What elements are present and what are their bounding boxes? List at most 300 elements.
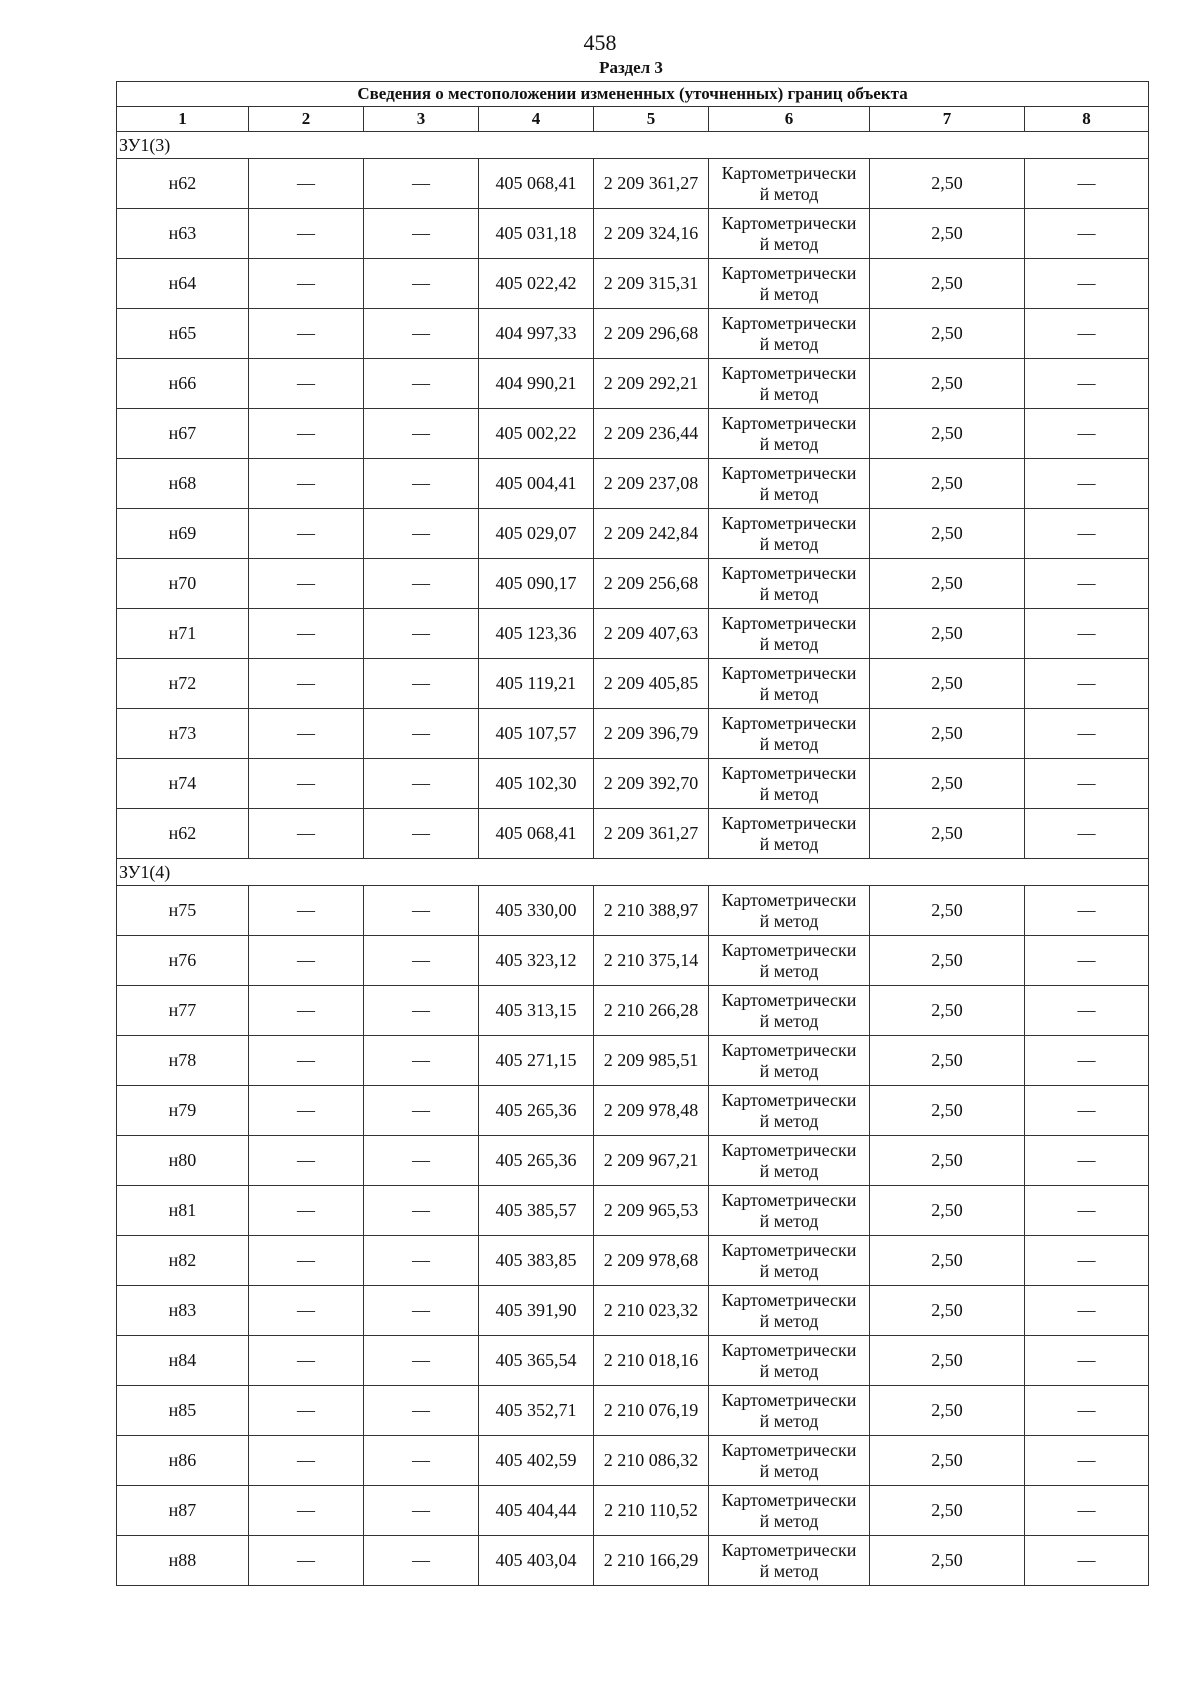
accuracy-value: 2,50 bbox=[870, 159, 1025, 209]
method-cell bbox=[709, 1336, 870, 1386]
accuracy-value: 2,50 bbox=[870, 1286, 1025, 1336]
column-number: 7 bbox=[870, 107, 1025, 132]
dash-cell: — bbox=[249, 1186, 364, 1236]
y-coordinate: 2 209 965,53 bbox=[594, 1186, 709, 1236]
dash-cell: — bbox=[1025, 359, 1149, 409]
method-line: Картометрически bbox=[721, 1189, 857, 1210]
dash-cell: — bbox=[1025, 259, 1149, 309]
dash-cell: — bbox=[364, 709, 479, 759]
method-cell bbox=[709, 259, 870, 309]
y-coordinate: 2 209 361,27 bbox=[594, 159, 709, 209]
dash-cell: — bbox=[364, 359, 479, 409]
x-coordinate: 404 990,21 bbox=[479, 359, 594, 409]
method-line: Картометрически bbox=[721, 512, 857, 533]
dash-cell: — bbox=[249, 809, 364, 859]
dash-cell: — bbox=[1025, 209, 1149, 259]
method-line: й метод bbox=[759, 1560, 819, 1581]
point-id: н75 bbox=[117, 886, 249, 936]
dash-cell: — bbox=[1025, 1036, 1149, 1086]
method-line: Картометрически bbox=[721, 312, 857, 333]
dash-cell: — bbox=[249, 709, 364, 759]
accuracy-value: 2,50 bbox=[870, 1186, 1025, 1236]
y-coordinate: 2 210 110,52 bbox=[594, 1486, 709, 1536]
point-id: н64 bbox=[117, 259, 249, 309]
point-id: н62 bbox=[117, 809, 249, 859]
point-id: н68 bbox=[117, 459, 249, 509]
method-line: Картометрически bbox=[721, 1339, 857, 1360]
y-coordinate: 2 209 405,85 bbox=[594, 659, 709, 709]
method-line: й метод bbox=[759, 583, 819, 604]
dash-cell: — bbox=[1025, 309, 1149, 359]
accuracy-value: 2,50 bbox=[870, 936, 1025, 986]
dash-cell: — bbox=[249, 359, 364, 409]
y-coordinate: 2 210 166,29 bbox=[594, 1536, 709, 1586]
dash-cell: — bbox=[249, 309, 364, 359]
dash-cell: — bbox=[249, 459, 364, 509]
method-line: й метод bbox=[759, 910, 819, 931]
x-coordinate: 405 403,04 bbox=[479, 1536, 594, 1586]
dash-cell: — bbox=[249, 1536, 364, 1586]
method-line: Картометрически bbox=[721, 1089, 857, 1110]
section-title: Раздел 3 bbox=[599, 58, 663, 77]
accuracy-value: 2,50 bbox=[870, 809, 1025, 859]
dash-cell: — bbox=[1025, 709, 1149, 759]
dash-cell: — bbox=[1025, 459, 1149, 509]
y-coordinate: 2 209 256,68 bbox=[594, 559, 709, 609]
method-line: й метод bbox=[759, 283, 819, 304]
table-row bbox=[117, 609, 1149, 659]
y-coordinate: 2 209 324,16 bbox=[594, 209, 709, 259]
dash-cell: — bbox=[249, 159, 364, 209]
point-id: н65 bbox=[117, 309, 249, 359]
column-number: 2 bbox=[249, 107, 364, 132]
dash-cell: — bbox=[364, 1186, 479, 1236]
dash-cell: — bbox=[364, 936, 479, 986]
y-coordinate: 2 209 407,63 bbox=[594, 609, 709, 659]
dash-cell: — bbox=[1025, 509, 1149, 559]
point-id: н77 bbox=[117, 986, 249, 1036]
accuracy-value: 2,50 bbox=[870, 209, 1025, 259]
dash-cell: — bbox=[1025, 1286, 1149, 1336]
accuracy-value: 2,50 bbox=[870, 659, 1025, 709]
x-coordinate: 405 123,36 bbox=[479, 609, 594, 659]
dash-cell: — bbox=[364, 1286, 479, 1336]
method-line: й метод bbox=[759, 1360, 819, 1381]
y-coordinate: 2 209 237,08 bbox=[594, 459, 709, 509]
accuracy-value: 2,50 bbox=[870, 1236, 1025, 1286]
x-coordinate: 405 383,85 bbox=[479, 1236, 594, 1286]
method-line: й метод bbox=[759, 383, 819, 404]
dash-cell: — bbox=[364, 1086, 479, 1136]
method-cell bbox=[709, 159, 870, 209]
column-number: 6 bbox=[709, 107, 870, 132]
point-id: н66 bbox=[117, 359, 249, 409]
dash-cell: — bbox=[364, 1486, 479, 1536]
x-coordinate: 405 022,42 bbox=[479, 259, 594, 309]
method-line: й метод bbox=[759, 633, 819, 654]
x-coordinate: 405 365,54 bbox=[479, 1336, 594, 1386]
table-row bbox=[117, 986, 1149, 1036]
method-line: й метод bbox=[759, 533, 819, 554]
x-coordinate: 405 029,07 bbox=[479, 509, 594, 559]
method-line: Картометрически bbox=[721, 462, 857, 483]
method-line: й метод bbox=[759, 1160, 819, 1181]
x-coordinate: 405 402,59 bbox=[479, 1436, 594, 1486]
accuracy-value: 2,50 bbox=[870, 886, 1025, 936]
y-coordinate: 2 209 292,21 bbox=[594, 359, 709, 409]
point-id: н81 bbox=[117, 1186, 249, 1236]
method-line: Картометрически bbox=[721, 162, 857, 183]
point-id: н69 bbox=[117, 509, 249, 559]
method-line: й метод bbox=[759, 233, 819, 254]
method-line: Картометрически bbox=[721, 1289, 857, 1310]
point-id: н84 bbox=[117, 1336, 249, 1386]
method-cell bbox=[709, 986, 870, 1036]
method-line: Картометрически bbox=[721, 1489, 857, 1510]
dash-cell: — bbox=[364, 209, 479, 259]
dash-cell: — bbox=[364, 659, 479, 709]
dash-cell: — bbox=[1025, 886, 1149, 936]
dash-cell: — bbox=[249, 1086, 364, 1136]
dash-cell: — bbox=[1025, 809, 1149, 859]
point-id: н88 bbox=[117, 1536, 249, 1586]
dash-cell: — bbox=[249, 1336, 364, 1386]
dash-cell: — bbox=[364, 809, 479, 859]
y-coordinate: 2 209 236,44 bbox=[594, 409, 709, 459]
method-cell bbox=[709, 209, 870, 259]
table-body bbox=[117, 82, 1149, 1586]
dash-cell: — bbox=[364, 886, 479, 936]
method-line: й метод bbox=[759, 1060, 819, 1081]
table-row bbox=[117, 809, 1149, 859]
point-id: н82 bbox=[117, 1236, 249, 1286]
method-line: й метод bbox=[759, 1010, 819, 1031]
y-coordinate: 2 209 315,31 bbox=[594, 259, 709, 309]
y-coordinate: 2 210 018,16 bbox=[594, 1336, 709, 1386]
method-line: Картометрически bbox=[721, 812, 857, 833]
method-line: й метод bbox=[759, 733, 819, 754]
y-coordinate: 2 209 296,68 bbox=[594, 309, 709, 359]
method-line: Картометрически bbox=[721, 412, 857, 433]
method-line: Картометрически bbox=[721, 362, 857, 383]
dash-cell: — bbox=[249, 1436, 364, 1486]
y-coordinate: 2 210 086,32 bbox=[594, 1436, 709, 1486]
accuracy-value: 2,50 bbox=[870, 1536, 1025, 1586]
point-id: н71 bbox=[117, 609, 249, 659]
x-coordinate: 405 002,22 bbox=[479, 409, 594, 459]
accuracy-value: 2,50 bbox=[870, 1386, 1025, 1436]
y-coordinate: 2 209 985,51 bbox=[594, 1036, 709, 1086]
accuracy-value: 2,50 bbox=[870, 359, 1025, 409]
accuracy-value: 2,50 bbox=[870, 409, 1025, 459]
y-coordinate: 2 210 388,97 bbox=[594, 886, 709, 936]
accuracy-value: 2,50 bbox=[870, 609, 1025, 659]
y-coordinate: 2 210 266,28 bbox=[594, 986, 709, 1036]
dash-cell: — bbox=[364, 1536, 479, 1586]
point-id: н86 bbox=[117, 1436, 249, 1486]
dash-cell: — bbox=[364, 159, 479, 209]
dash-cell: — bbox=[364, 1036, 479, 1086]
dash-cell: — bbox=[364, 409, 479, 459]
dash-cell: — bbox=[364, 1436, 479, 1486]
method-cell bbox=[709, 659, 870, 709]
method-line: й метод bbox=[759, 333, 819, 354]
table-caption: Сведения о местоположении измененных (уточненных) границ объекта bbox=[117, 82, 1149, 107]
table-row bbox=[117, 936, 1149, 986]
dash-cell: — bbox=[364, 759, 479, 809]
accuracy-value: 2,50 bbox=[870, 1436, 1025, 1486]
x-coordinate: 405 265,36 bbox=[479, 1136, 594, 1186]
x-coordinate: 405 107,57 bbox=[479, 709, 594, 759]
method-line: Картометрически bbox=[721, 1139, 857, 1160]
x-coordinate: 405 271,15 bbox=[479, 1036, 594, 1086]
point-id: н83 bbox=[117, 1286, 249, 1336]
table-row bbox=[117, 309, 1149, 359]
method-line: Картометрически bbox=[721, 612, 857, 633]
dash-cell: — bbox=[1025, 659, 1149, 709]
dash-cell: — bbox=[364, 1386, 479, 1436]
dash-cell: — bbox=[1025, 1436, 1149, 1486]
table-row bbox=[117, 509, 1149, 559]
method-line: й метод bbox=[759, 433, 819, 454]
dash-cell: — bbox=[364, 559, 479, 609]
table-row bbox=[117, 359, 1149, 409]
y-coordinate: 2 209 242,84 bbox=[594, 509, 709, 559]
accuracy-value: 2,50 bbox=[870, 309, 1025, 359]
method-line: Картометрически bbox=[721, 1239, 857, 1260]
method-line: Картометрически bbox=[721, 1439, 857, 1460]
dash-cell: — bbox=[1025, 1386, 1149, 1436]
accuracy-value: 2,50 bbox=[870, 1486, 1025, 1536]
method-line: й метод bbox=[759, 960, 819, 981]
x-coordinate: 405 090,17 bbox=[479, 559, 594, 609]
method-line: й метод bbox=[759, 183, 819, 204]
table-row bbox=[117, 159, 1149, 209]
dash-cell: — bbox=[1025, 1186, 1149, 1236]
dash-cell: — bbox=[1025, 1236, 1149, 1286]
dash-cell: — bbox=[364, 609, 479, 659]
point-id: н85 bbox=[117, 1386, 249, 1436]
table-row bbox=[117, 886, 1149, 936]
y-coordinate: 2 210 375,14 bbox=[594, 936, 709, 986]
accuracy-value: 2,50 bbox=[870, 1136, 1025, 1186]
x-coordinate: 405 391,90 bbox=[479, 1286, 594, 1336]
dash-cell: — bbox=[249, 936, 364, 986]
accuracy-value: 2,50 bbox=[870, 1336, 1025, 1386]
caption-row bbox=[117, 82, 1149, 107]
method-line: Картометрически bbox=[721, 562, 857, 583]
method-cell bbox=[709, 509, 870, 559]
method-cell bbox=[709, 1286, 870, 1336]
column-number: 3 bbox=[364, 107, 479, 132]
x-coordinate: 405 323,12 bbox=[479, 936, 594, 986]
table-row bbox=[117, 1286, 1149, 1336]
point-id: н63 bbox=[117, 209, 249, 259]
dash-cell: — bbox=[249, 659, 364, 709]
table-row bbox=[117, 1186, 1149, 1236]
method-cell bbox=[709, 459, 870, 509]
column-numbers-row bbox=[117, 107, 1149, 132]
method-line: й метод bbox=[759, 1410, 819, 1431]
table-row bbox=[117, 1536, 1149, 1586]
method-cell bbox=[709, 559, 870, 609]
point-id: н74 bbox=[117, 759, 249, 809]
accuracy-value: 2,50 bbox=[870, 509, 1025, 559]
point-id: н70 bbox=[117, 559, 249, 609]
method-cell bbox=[709, 359, 870, 409]
method-line: Картометрически bbox=[721, 762, 857, 783]
table-row bbox=[117, 1236, 1149, 1286]
group-label: ЗУ1(3) bbox=[117, 132, 1149, 159]
dash-cell: — bbox=[249, 509, 364, 559]
method-cell bbox=[709, 1186, 870, 1236]
x-coordinate: 405 330,00 bbox=[479, 886, 594, 936]
column-number: 8 bbox=[1025, 107, 1149, 132]
method-cell bbox=[709, 1036, 870, 1086]
group-row bbox=[117, 859, 1149, 886]
coordinates-table bbox=[116, 81, 1149, 1586]
method-cell bbox=[709, 709, 870, 759]
table-row bbox=[117, 1486, 1149, 1536]
x-coordinate: 405 265,36 bbox=[479, 1086, 594, 1136]
x-coordinate: 405 031,18 bbox=[479, 209, 594, 259]
method-cell bbox=[709, 936, 870, 986]
table-row bbox=[117, 1136, 1149, 1186]
dash-cell: — bbox=[249, 1286, 364, 1336]
dash-cell: — bbox=[249, 759, 364, 809]
method-line: Картометрически bbox=[721, 662, 857, 683]
method-cell bbox=[709, 886, 870, 936]
dash-cell: — bbox=[1025, 159, 1149, 209]
y-coordinate: 2 209 396,79 bbox=[594, 709, 709, 759]
y-coordinate: 2 209 361,27 bbox=[594, 809, 709, 859]
method-line: й метод bbox=[759, 1110, 819, 1131]
dash-cell: — bbox=[249, 559, 364, 609]
dash-cell: — bbox=[364, 509, 479, 559]
table-row bbox=[117, 759, 1149, 809]
accuracy-value: 2,50 bbox=[870, 259, 1025, 309]
dash-cell: — bbox=[364, 309, 479, 359]
dash-cell: — bbox=[364, 459, 479, 509]
x-coordinate: 405 119,21 bbox=[479, 659, 594, 709]
method-cell bbox=[709, 609, 870, 659]
table-row bbox=[117, 1086, 1149, 1136]
dash-cell: — bbox=[249, 1136, 364, 1186]
table-row bbox=[117, 459, 1149, 509]
method-cell bbox=[709, 1436, 870, 1486]
dash-cell: — bbox=[1025, 759, 1149, 809]
accuracy-value: 2,50 bbox=[870, 709, 1025, 759]
dash-cell: — bbox=[249, 209, 364, 259]
method-cell bbox=[709, 1236, 870, 1286]
method-line: й метод bbox=[759, 1260, 819, 1281]
method-line: й метод bbox=[759, 1210, 819, 1231]
dash-cell: — bbox=[1025, 1086, 1149, 1136]
point-id: н62 bbox=[117, 159, 249, 209]
y-coordinate: 2 210 076,19 bbox=[594, 1386, 709, 1436]
dash-cell: — bbox=[1025, 1136, 1149, 1186]
dash-cell: — bbox=[1025, 409, 1149, 459]
table-row bbox=[117, 1336, 1149, 1386]
method-line: Картометрически bbox=[721, 989, 857, 1010]
dash-cell: — bbox=[249, 609, 364, 659]
accuracy-value: 2,50 bbox=[870, 459, 1025, 509]
method-line: й метод bbox=[759, 833, 819, 854]
point-id: н87 bbox=[117, 1486, 249, 1536]
column-number: 5 bbox=[594, 107, 709, 132]
group-label: ЗУ1(4) bbox=[117, 859, 1149, 886]
x-coordinate: 405 102,30 bbox=[479, 759, 594, 809]
table-row bbox=[117, 709, 1149, 759]
method-cell bbox=[709, 1136, 870, 1186]
dash-cell: — bbox=[1025, 986, 1149, 1036]
dash-cell: — bbox=[1025, 609, 1149, 659]
accuracy-value: 2,50 bbox=[870, 1036, 1025, 1086]
dash-cell: — bbox=[249, 259, 364, 309]
dash-cell: — bbox=[249, 986, 364, 1036]
dash-cell: — bbox=[249, 886, 364, 936]
table-row bbox=[117, 1036, 1149, 1086]
method-cell bbox=[709, 759, 870, 809]
method-line: Картометрически bbox=[721, 939, 857, 960]
method-cell bbox=[709, 309, 870, 359]
accuracy-value: 2,50 bbox=[870, 759, 1025, 809]
dash-cell: — bbox=[364, 1136, 479, 1186]
table-row bbox=[117, 409, 1149, 459]
method-line: й метод bbox=[759, 683, 819, 704]
method-line: й метод bbox=[759, 483, 819, 504]
table-row bbox=[117, 659, 1149, 709]
y-coordinate: 2 209 392,70 bbox=[594, 759, 709, 809]
table-row bbox=[117, 559, 1149, 609]
x-coordinate: 405 313,15 bbox=[479, 986, 594, 1036]
point-id: н80 bbox=[117, 1136, 249, 1186]
dash-cell: — bbox=[249, 1386, 364, 1436]
method-line: Картометрически bbox=[721, 1039, 857, 1060]
dash-cell: — bbox=[364, 1336, 479, 1386]
x-coordinate: 405 385,57 bbox=[479, 1186, 594, 1236]
column-number: 4 bbox=[479, 107, 594, 132]
method-line: Картометрически bbox=[721, 889, 857, 910]
method-line: й метод bbox=[759, 1510, 819, 1531]
x-coordinate: 405 352,71 bbox=[479, 1386, 594, 1436]
x-coordinate: 404 997,33 bbox=[479, 309, 594, 359]
page-number: 458 bbox=[583, 30, 617, 55]
point-id: н73 bbox=[117, 709, 249, 759]
method-line: й метод bbox=[759, 783, 819, 804]
point-id: н76 bbox=[117, 936, 249, 986]
table-row bbox=[117, 1436, 1149, 1486]
dash-cell: — bbox=[249, 1036, 364, 1086]
method-line: й метод bbox=[759, 1460, 819, 1481]
table-row bbox=[117, 259, 1149, 309]
dash-cell: — bbox=[1025, 1536, 1149, 1586]
y-coordinate: 2 209 978,68 bbox=[594, 1236, 709, 1286]
accuracy-value: 2,50 bbox=[870, 986, 1025, 1036]
method-line: Картометрически bbox=[721, 262, 857, 283]
x-coordinate: 405 404,44 bbox=[479, 1486, 594, 1536]
method-line: Картометрически bbox=[721, 1389, 857, 1410]
y-coordinate: 2 209 967,21 bbox=[594, 1136, 709, 1186]
accuracy-value: 2,50 bbox=[870, 1086, 1025, 1136]
column-number: 1 bbox=[117, 107, 249, 132]
dash-cell: — bbox=[1025, 1486, 1149, 1536]
point-id: н79 bbox=[117, 1086, 249, 1136]
dash-cell: — bbox=[249, 409, 364, 459]
method-cell bbox=[709, 1086, 870, 1136]
x-coordinate: 405 068,41 bbox=[479, 159, 594, 209]
group-row bbox=[117, 132, 1149, 159]
